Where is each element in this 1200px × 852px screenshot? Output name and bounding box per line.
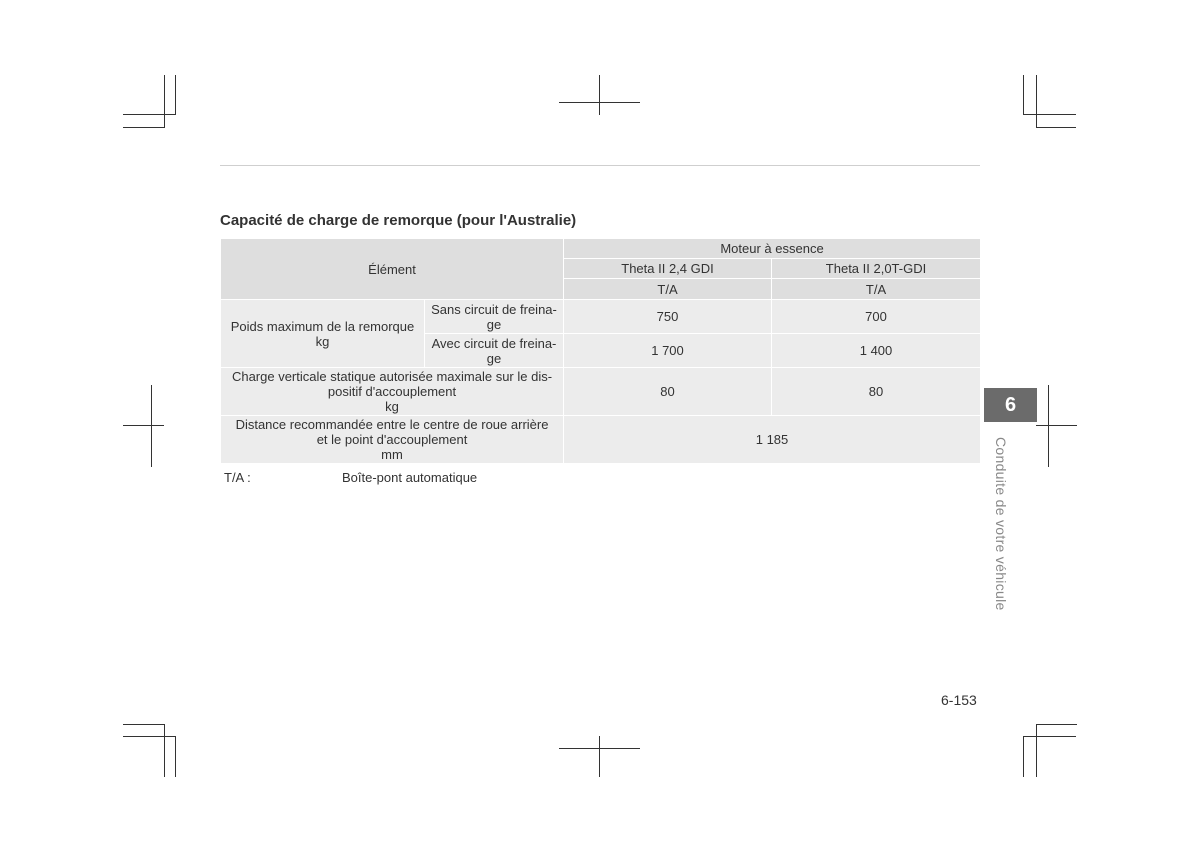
crop-mark xyxy=(1036,724,1077,725)
crop-mark xyxy=(1023,114,1076,115)
poids-maximum-label: Poids maximum de la remorque kg xyxy=(221,300,425,368)
trailer-capacity-table xyxy=(220,238,981,464)
table-cell-value: 1 400 xyxy=(772,334,981,368)
crop-mark xyxy=(164,724,165,777)
crop-mark xyxy=(599,75,600,115)
table-cell-value: 80 xyxy=(772,368,981,416)
crop-mark xyxy=(164,75,165,127)
crop-mark xyxy=(123,724,165,725)
distance-label: Distance recommandée entre le centre de roue arrière et le point d'accouplement mm xyxy=(221,416,564,464)
crop-mark xyxy=(123,127,165,128)
crop-mark xyxy=(1036,425,1077,426)
chapter-title: Conduite de votre véhicule xyxy=(993,437,1009,611)
avec-frein-label: Avec circuit de freina- ge xyxy=(425,334,564,368)
crop-mark xyxy=(1023,736,1024,777)
table-cell-value: 1 700 xyxy=(564,334,772,368)
crop-mark xyxy=(123,736,176,737)
crop-mark xyxy=(151,385,152,467)
section-title: Capacité de charge de remorque (pour l'Australie) xyxy=(220,212,577,229)
footnote-value: Boîte-pont automatique xyxy=(342,470,478,485)
footnote-key: T/A : xyxy=(224,470,251,485)
crop-mark xyxy=(123,114,176,115)
crop-mark xyxy=(1036,75,1037,127)
table-cell-value: 1 185 xyxy=(564,416,981,464)
header-engine-2: Theta II 2,0T-GDI xyxy=(772,259,981,279)
header-element: Élément xyxy=(221,239,564,300)
header-engine-group: Moteur à essence xyxy=(564,239,981,259)
page-number: 6-153 xyxy=(941,692,977,708)
crop-mark xyxy=(123,425,164,426)
crop-mark xyxy=(1023,75,1024,115)
header-engine-1: Theta II 2,4 GDI xyxy=(564,259,772,279)
crop-mark xyxy=(175,75,176,115)
crop-mark xyxy=(1048,385,1049,467)
header-transmission-1: T/A xyxy=(564,279,772,300)
crop-mark xyxy=(1023,736,1076,737)
crop-mark xyxy=(175,736,176,777)
crop-mark xyxy=(1036,724,1037,777)
sans-frein-label: Sans circuit de freina- ge xyxy=(425,300,564,334)
charge-verticale-label: Charge verticale statique autorisée maximale sur le dis- positif d'accouplement kg xyxy=(221,368,564,416)
header-transmission-2: T/A xyxy=(772,279,981,300)
table-cell-value: 80 xyxy=(564,368,772,416)
crop-mark xyxy=(1036,127,1076,128)
header-rule xyxy=(220,165,980,166)
crop-mark xyxy=(599,736,600,777)
chapter-number-tab: 6 xyxy=(984,388,1037,422)
table-cell-value: 750 xyxy=(564,300,772,334)
table-cell-value: 700 xyxy=(772,300,981,334)
